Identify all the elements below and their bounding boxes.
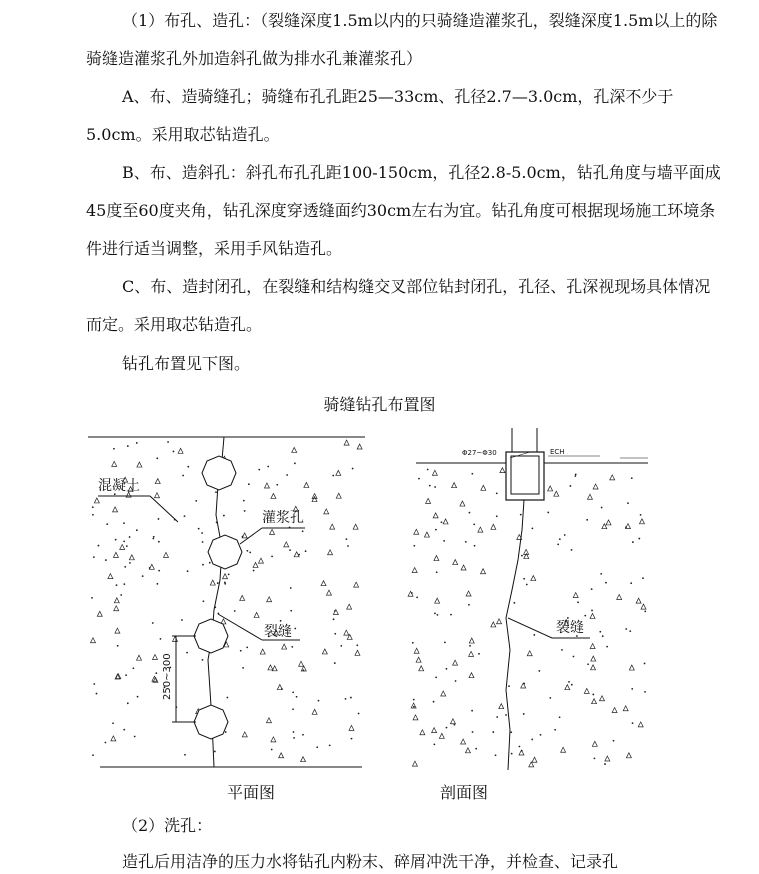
caption-section-view: 剖面图 — [440, 783, 489, 802]
paragraph-wash-heading: （2）洗孔： — [122, 816, 213, 835]
label-crack-section: 裂缝 — [556, 620, 584, 636]
label-diameter: Φ27~Φ30 — [462, 449, 497, 457]
label-concrete: 混凝土 — [98, 478, 140, 494]
paragraph-a: A、布、造骑缝孔；骑缝布孔孔距25—33cm、孔径2.7—3.0cm，孔深不少于5.0cm。采用取芯钻造孔。 — [86, 87, 674, 144]
crack-line-section — [506, 500, 524, 770]
paragraph-see-figure: 钻孔布置见下图。 — [122, 354, 251, 373]
concrete-texture — [408, 468, 646, 767]
paragraph-wash-body: 造孔后用洁净的压力水将钻孔内粉末、碎屑冲洗干净，并检查、记录孔 — [122, 852, 619, 871]
drill-hole-cap — [506, 452, 544, 500]
paragraph-c: C、布、造封闭孔，在裂缝和结构缝交叉部位钻封闭孔，孔径、孔深视现场具体情况而定。采用取芯钻造孔。 — [86, 277, 711, 334]
label-ech: ECH — [550, 448, 565, 456]
figure-title: 骑缝钻孔布置图 — [323, 395, 436, 414]
caption-plan-view: 平面图 — [227, 783, 276, 802]
label-crack-plan: 裂缝 — [264, 624, 292, 640]
paragraph-drilling: （1）布孔、造孔：（裂缝深度1.5m以内的只骑缝造灌浆孔，裂缝深度1.5m以上的除骑缝造灌浆孔外加造斜孔做为排水孔兼灌浆孔） — [86, 11, 718, 68]
dimension-spacing: 250~300 — [162, 653, 173, 700]
label-grout-hole: 灌浆孔 — [262, 510, 304, 526]
paragraph-b: B、布、造斜孔：斜孔布孔孔距100-150cm，孔径2.8-5.0cm，钻孔角度与墙平面成45度至60度夹角，钻孔深度穿透缝面约30cm左右为宜。钻孔角度可根据现场施工环境条件进行适当调整，采用手风钻造孔。 — [86, 163, 721, 258]
